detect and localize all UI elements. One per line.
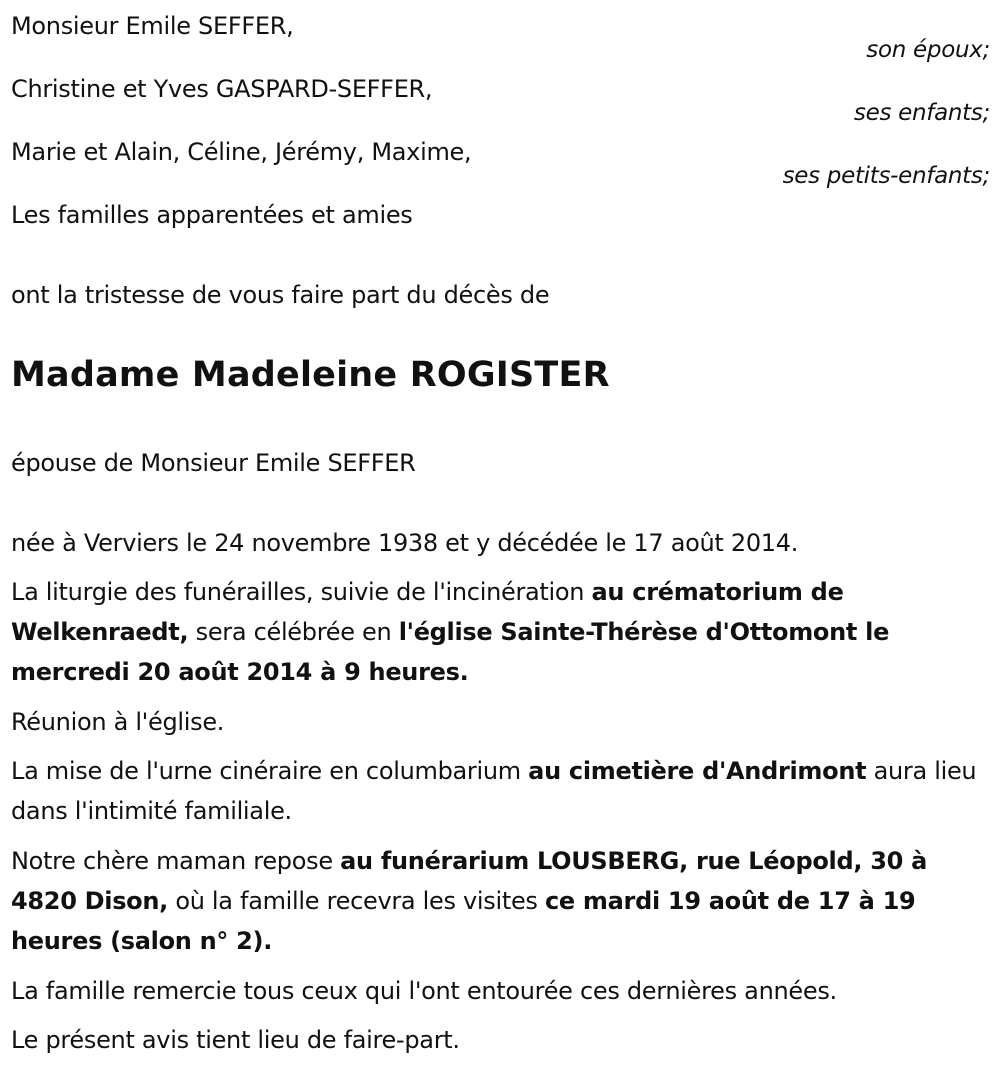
reunion-paragraph: Réunion à l'église.: [11, 708, 225, 736]
relation-spouse: son époux;: [866, 37, 990, 63]
visit-paragraph: [11, 841, 996, 961]
visit-text-2: où la famille recevra les visites: [167, 887, 545, 915]
liturgy-paragraph: [11, 572, 996, 692]
urn-text-1: La mise de l'urne cinéraire en columbarium: [11, 757, 529, 785]
deceased-name: Madame Madeleine ROGISTER: [11, 355, 610, 395]
family-line-grandchildren: Marie et Alain, Céline, Jérémy, Maxime,: [11, 138, 472, 166]
church-date-time: l'église Sainte-Thérèse d'Ottomont le mercredi 20 août 2014 à 9 heures.: [11, 618, 890, 686]
urn-text-2: aura lieu dans l'intimité familiale.: [11, 757, 977, 825]
funeral-home-address: au funérarium LOUSBERG, rue Léopold, 30 à 4820 Dison,: [11, 847, 927, 915]
liturgy-text-2: sera célébrée en: [188, 618, 399, 646]
liturgy-text-1: La liturgie des funérailles, suivie de l'incinération: [11, 578, 592, 606]
spouse-line: épouse de Monsieur Emile SEFFER: [11, 449, 416, 477]
urn-paragraph: [11, 751, 996, 831]
family-line-relatives: Les familles apparentées et amies: [11, 201, 413, 229]
family-line-children: Christine et Yves GASPARD-SEFFER,: [11, 75, 433, 103]
visiting-hours: ce mardi 19 août de 17 à 19 heures (salon n° 2).: [11, 887, 916, 955]
thanks-paragraph: La famille remercie tous ceux qui l'ont entourée ces dernières années.: [11, 977, 837, 1005]
visit-text-1: Notre chère maman repose: [11, 847, 341, 875]
announcement-intro: ont la tristesse de vous faire part du décès de: [11, 281, 550, 309]
crematorium-location: au crématorium de Welkenraedt,: [11, 578, 844, 646]
notice-paragraph: Le présent avis tient lieu de faire-part.: [11, 1026, 460, 1054]
family-line-spouse: Monsieur Emile SEFFER,: [11, 12, 294, 40]
cemetery-location: au cimetière d'Andrimont: [528, 757, 867, 785]
birth-death-paragraph: née à Verviers le 24 novembre 1938 et y décédée le 17 août 2014.: [11, 529, 799, 557]
relation-children: ses enfants;: [853, 100, 990, 126]
relation-grandchildren: ses petits-enfants;: [782, 163, 990, 189]
